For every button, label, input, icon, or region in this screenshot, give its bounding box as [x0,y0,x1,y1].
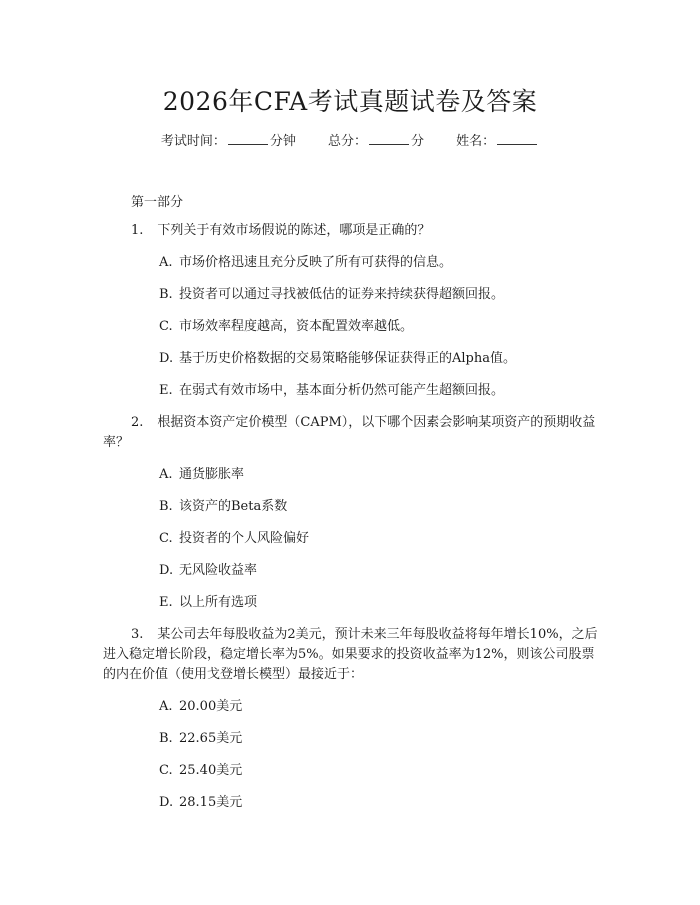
question-list [103,221,598,825]
option-a[interactable] [159,253,598,273]
option-text: 无风险收益率 [179,563,258,578]
question-stem [103,413,598,453]
option-e[interactable] [159,593,598,613]
option-label: D. [159,795,174,810]
option-c[interactable] [159,317,598,337]
option-text: 该资产的Beta系数 [179,499,288,514]
option-text: 基于历史价格数据的交易策略能够保证获得正的Alpha值。 [179,351,516,366]
option-text: 投资者可以通过寻找被低估的证券来持续获得超额回报。 [179,287,505,302]
option-label: A. [159,467,173,482]
option-d[interactable] [159,793,598,813]
option-text: 以上所有选项 [179,595,258,610]
option-label: E. [159,595,173,610]
question-2 [103,413,598,613]
option-text: 市场价格迅速且充分反映了所有可获得的信息。 [179,255,453,270]
score-label: 总分： [327,134,367,149]
option-label: B. [159,731,173,746]
option-text: 20.00美元 [179,699,243,714]
option-b[interactable] [159,729,598,749]
question-text: 根据资本资产定价模型（CAPM），以下哪个因素会影响某项资产的预期收益率？ [103,415,596,450]
name-field [456,134,539,149]
option-text: 通货膨胀率 [179,467,245,482]
total-score-field [328,134,428,149]
option-a[interactable] [159,697,598,717]
question-text: 某公司去年每股收益为2美元，预计未来三年每股收益将每年增长10%，之后进入稳定增长阶段，稳定增长率为5%。如果要求的投资收益率为12%，则该公司股票的内在价值（使用戈登增长模型）最接近于： [103,627,598,682]
exam-meta-line [0,130,700,149]
time-blank[interactable] [228,132,268,145]
question-stem [103,221,598,241]
option-b[interactable] [159,285,598,305]
score-unit: 分 [411,134,425,149]
option-label: C. [159,319,173,334]
time-label: 考试时间： [160,134,226,149]
option-label: C. [159,763,173,778]
question-number: 1. [131,223,144,238]
exam-time-field [161,134,300,149]
question-text: 下列关于有效市场假说的陈述，哪项是正确的？ [157,223,431,238]
option-text: 22.65美元 [179,731,243,746]
option-label: D. [159,351,174,366]
option-a[interactable] [159,465,598,485]
name-label: 姓名： [456,134,496,149]
question-number: 2. [131,415,144,430]
option-label: A. [159,255,173,270]
section-heading: 第一部分 [131,195,184,210]
option-d[interactable] [159,561,598,581]
option-text: 投资者的个人风险偏好 [179,531,310,546]
question-stem [103,625,598,685]
option-text: 25.40美元 [179,763,243,778]
page-title: 2026年CFA考试真题试卷及答案 [162,87,538,116]
option-e[interactable] [159,381,598,401]
question-number: 3. [131,627,144,642]
option-d[interactable] [159,349,598,369]
option-b[interactable] [159,497,598,517]
option-label: C. [159,531,173,546]
option-c[interactable] [159,761,598,781]
question-3 [103,625,598,813]
score-blank[interactable] [369,132,409,145]
question-1 [103,221,598,401]
option-c[interactable] [159,529,598,549]
option-label: E. [159,383,173,398]
option-label: A. [159,699,173,714]
option-text: 在弱式有效市场中，基本面分析仍然可能产生超额回报。 [179,383,505,398]
option-label: D. [159,563,174,578]
time-unit: 分钟 [269,134,296,149]
option-label: B. [159,499,173,514]
option-text: 市场效率程度越高，资本配置效率越低。 [179,319,414,334]
option-text: 28.15美元 [179,795,243,810]
option-label: B. [159,287,173,302]
name-blank[interactable] [497,132,537,145]
